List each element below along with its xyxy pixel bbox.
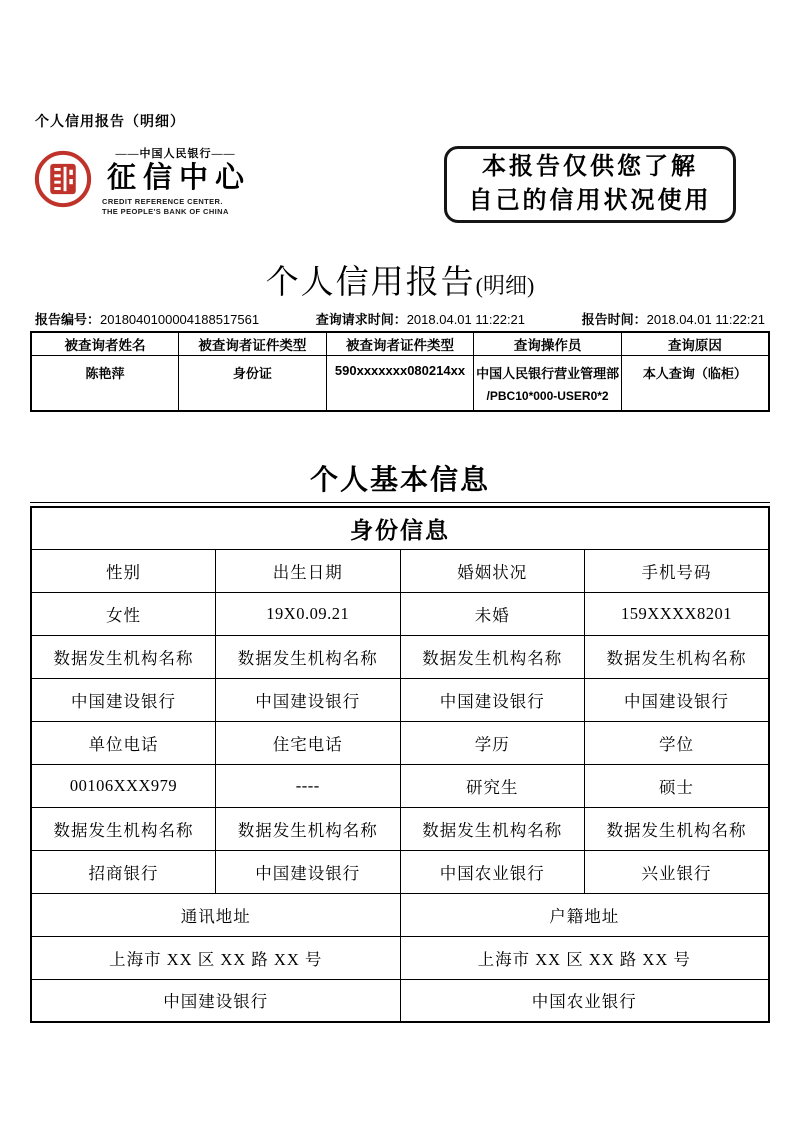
cell-registered-address-value: 上海市 XX 区 XX 路 XX 号 bbox=[400, 936, 769, 979]
cell-workphone-value: 00106XXX979 bbox=[31, 764, 216, 807]
report-no bbox=[35, 309, 259, 328]
cell-org-value: 兴业银行 bbox=[585, 850, 770, 893]
query-table-value-row bbox=[31, 355, 769, 411]
table-row bbox=[31, 807, 769, 850]
cell-workphone-label: 单位电话 bbox=[31, 721, 216, 764]
table-row bbox=[31, 721, 769, 764]
cell-org-value: 中国建设银行 bbox=[31, 678, 216, 721]
cell-homephone-value: ---- bbox=[216, 764, 401, 807]
query-header-operator: 查询操作员 bbox=[474, 332, 622, 355]
cell-degree-label: 学位 bbox=[585, 721, 770, 764]
query-header-name: 被查询者姓名 bbox=[31, 332, 179, 355]
operator-line1: 中国人民银行营业管理部 bbox=[476, 365, 620, 381]
cell-org-label: 数据发生机构名称 bbox=[216, 807, 401, 850]
identity-table-title: 身份信息 bbox=[31, 507, 769, 549]
table-row bbox=[31, 635, 769, 678]
report-time-label: 报告时间： bbox=[581, 312, 647, 327]
cell-org-label: 数据发生机构名称 bbox=[31, 807, 216, 850]
pboc-credit-center-logo bbox=[34, 141, 251, 217]
report-title-suffix: (明细) bbox=[475, 273, 535, 298]
cell-gender-value: 女性 bbox=[31, 592, 216, 635]
center-name: 征信中心 bbox=[107, 162, 252, 194]
report-time bbox=[582, 309, 765, 328]
logo-english-name bbox=[100, 197, 251, 217]
cell-mailing-address-value: 上海市 XX 区 XX 路 XX 号 bbox=[31, 936, 400, 979]
bank-name: ——中国人民银行—— bbox=[115, 148, 236, 160]
query-value-name: 陈艳萍 bbox=[31, 355, 179, 411]
cell-mobile-value: 159XXXX8201 bbox=[585, 592, 770, 635]
query-info-table bbox=[30, 331, 770, 412]
notice-line-2: 自己的信用状况使用 bbox=[468, 187, 712, 214]
query-value-reason: 本人查询（临柜） bbox=[621, 355, 769, 411]
report-meta-row bbox=[35, 309, 765, 328]
cell-org-value: 中国农业银行 bbox=[400, 850, 585, 893]
cell-mailing-address-org: 中国建设银行 bbox=[31, 979, 400, 1022]
logo-english-line1: CREDIT REFERENCE CENTER. bbox=[102, 196, 223, 206]
identity-table-title-row bbox=[31, 507, 769, 549]
cell-org-value: 中国建设银行 bbox=[216, 678, 401, 721]
corner-label: 个人信用报告（明细） bbox=[35, 113, 185, 129]
table-row bbox=[31, 893, 769, 936]
cell-mobile-label: 手机号码 bbox=[585, 549, 770, 592]
cell-org-label: 数据发生机构名称 bbox=[400, 635, 585, 678]
cell-registered-address-org: 中国农业银行 bbox=[400, 979, 769, 1022]
table-row bbox=[31, 936, 769, 979]
table-row bbox=[31, 979, 769, 1022]
cell-degree-value: 硕士 bbox=[585, 764, 770, 807]
cell-org-label: 数据发生机构名称 bbox=[216, 635, 401, 678]
query-table-header-row bbox=[31, 332, 769, 355]
report-no-label: 报告编号： bbox=[35, 312, 101, 327]
logo-text-block bbox=[100, 141, 251, 217]
cell-org-value: 中国建设银行 bbox=[585, 678, 770, 721]
cell-mailing-address-label: 通讯地址 bbox=[31, 893, 400, 936]
cell-org-value: 中国建设银行 bbox=[216, 850, 401, 893]
cell-marital-value: 未婚 bbox=[400, 592, 585, 635]
table-row bbox=[31, 549, 769, 592]
query-value-operator bbox=[474, 355, 622, 411]
table-row bbox=[31, 764, 769, 807]
cell-birthdate-label: 出生日期 bbox=[216, 549, 401, 592]
cell-birthdate-value: 19X0.09.21 bbox=[216, 592, 401, 635]
cell-org-value: 招商银行 bbox=[31, 850, 216, 893]
cell-marital-label: 婚姻状况 bbox=[400, 549, 585, 592]
query-header-id-type2: 被查询者证件类型 bbox=[326, 332, 474, 355]
report-title-main: 个人信用报告 bbox=[265, 265, 476, 301]
table-row bbox=[31, 592, 769, 635]
notice-line-1: 本报告仅供您了解 bbox=[482, 153, 698, 180]
cell-org-label: 数据发生机构名称 bbox=[400, 807, 585, 850]
query-header-id-type: 被查询者证件类型 bbox=[179, 332, 327, 355]
report-no-value: 2018040100004188517561 bbox=[100, 312, 260, 327]
notice-box bbox=[444, 146, 736, 223]
cell-org-label: 数据发生机构名称 bbox=[585, 635, 770, 678]
report-time-value: 2018.04.01 11:22:21 bbox=[646, 312, 765, 327]
pboc-seal-icon bbox=[34, 149, 92, 209]
identity-info-table bbox=[30, 506, 770, 1023]
table-row bbox=[31, 678, 769, 721]
cell-org-label: 数据发生机构名称 bbox=[31, 635, 216, 678]
query-time-label: 查询请求时间： bbox=[315, 312, 407, 327]
query-request-time bbox=[316, 309, 525, 328]
table-row bbox=[31, 850, 769, 893]
cell-org-value: 中国建设银行 bbox=[400, 678, 585, 721]
cell-homephone-label: 住宅电话 bbox=[216, 721, 401, 764]
query-time-value: 2018.04.01 11:22:21 bbox=[406, 312, 526, 327]
cell-education-label: 学历 bbox=[400, 721, 585, 764]
logo-english-line2: THE PEOPLE'S BANK OF CHINA bbox=[102, 207, 229, 217]
section-divider-rule bbox=[30, 502, 770, 503]
query-value-id-number: 590xxxxxxx080214xx bbox=[326, 355, 474, 411]
basic-info-section-title: 个人基本信息 bbox=[309, 465, 490, 496]
query-value-id-type: 身份证 bbox=[179, 355, 327, 411]
cell-org-label: 数据发生机构名称 bbox=[585, 807, 770, 850]
report-title bbox=[0, 256, 800, 303]
cell-education-value: 研究生 bbox=[400, 764, 585, 807]
cell-gender-label: 性别 bbox=[31, 549, 216, 592]
query-header-reason: 查询原因 bbox=[621, 332, 769, 355]
operator-line2: /PBC10*000-USER0*2 bbox=[486, 388, 609, 403]
cell-registered-address-label: 户籍地址 bbox=[400, 893, 769, 936]
